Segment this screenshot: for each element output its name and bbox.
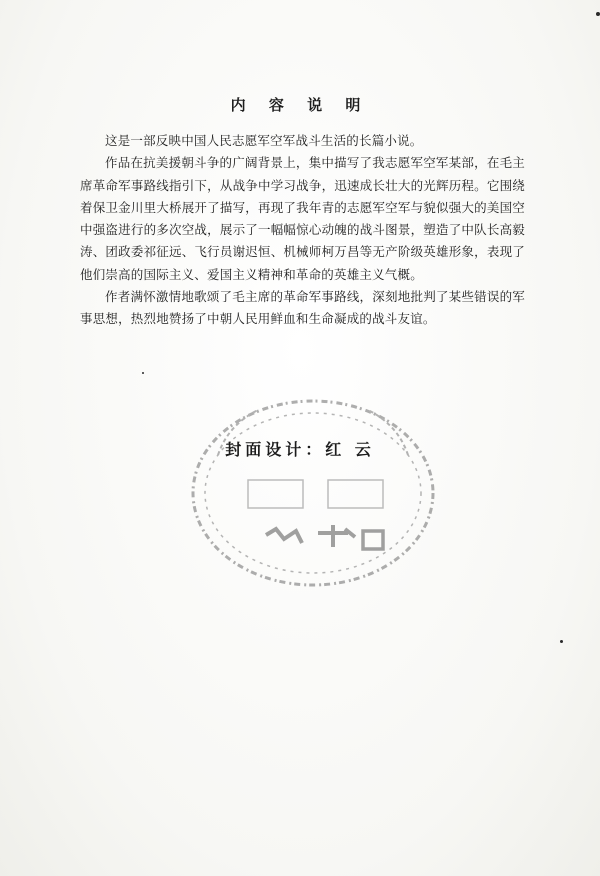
paragraph-content: 作品在抗美援朝斗争的广阔背景上，集中描写了我志愿军空军某部，在毛主席革命军事路线指引下，从战争中学习战争，迅速成长壮大的光辉历程。它围绕着保卫金川里大桥展开了描写，再现了我年青的志愿军空军与貌似强大的美国空中强盗进行的多次空战，展示了一幅幅惊心动魄的战斗图景，塑造了中队长高毅涛、团政委祁征远、飞行员谢迟恒、机械师柯万昌等无产阶级英雄形象，表现了他们崇高的国际主义、爱国主义精神和革命的英雄主义气概。 xyxy=(80,155,525,282)
cover-design-credit: 封面设计：红 云 xyxy=(225,440,375,459)
paragraph-evaluation: 作者满怀激情地歌颂了毛主席的革命军事路线，深刻地批判了某些错误的军事思想，热烈地赞扬了中朝人民用鲜血和生命凝成的战斗友谊。 xyxy=(80,289,525,327)
page-heading: 内 容 说 明 xyxy=(230,96,370,114)
paragraph-intro: 这是一部反映中国人民志愿军空军战斗生活的长篇小说。 xyxy=(105,133,423,148)
description-body xyxy=(80,130,525,331)
print-speck xyxy=(560,640,563,643)
print-speck xyxy=(596,12,600,16)
print-speck xyxy=(142,372,144,374)
library-stamp xyxy=(178,385,448,595)
